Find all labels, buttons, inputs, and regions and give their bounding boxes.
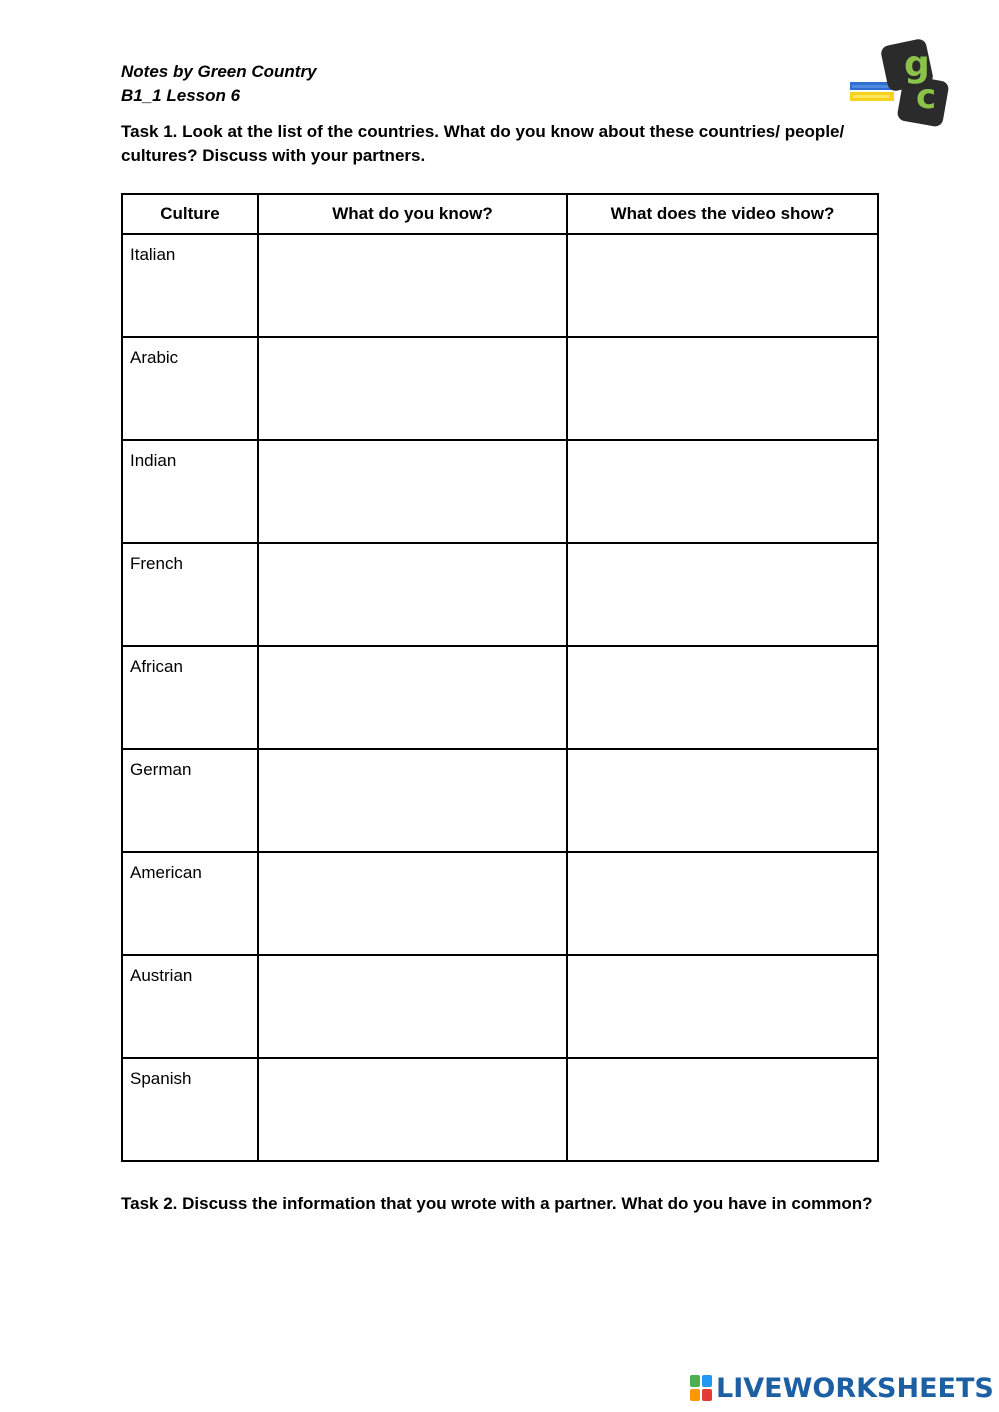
- video-answer-cell[interactable]: [567, 234, 878, 337]
- culture-cell: [122, 955, 258, 1058]
- ukraine-flag-icon: [850, 82, 894, 101]
- video-answer-cell[interactable]: [567, 337, 878, 440]
- video-answer-cell[interactable]: [567, 852, 878, 955]
- culture-cell: [122, 440, 258, 543]
- col-header-culture: Culture: [122, 194, 258, 234]
- green-country-logo: [848, 36, 952, 128]
- table-header-row: [122, 194, 878, 234]
- table-row: [122, 749, 878, 852]
- culture-label: German: [130, 760, 192, 779]
- know-answer-cell[interactable]: [258, 234, 567, 337]
- culture-label: African: [130, 657, 183, 676]
- liveworksheets-brand[interactable]: [690, 1372, 994, 1404]
- know-answer-cell[interactable]: [258, 749, 567, 852]
- table-row: [122, 1058, 878, 1161]
- know-answer-cell[interactable]: [258, 646, 567, 749]
- video-answer-cell[interactable]: [567, 749, 878, 852]
- table-row: [122, 955, 878, 1058]
- know-answer-cell[interactable]: [258, 1058, 567, 1161]
- culture-cell: [122, 337, 258, 440]
- video-answer-cell[interactable]: [567, 1058, 878, 1161]
- know-answer-cell[interactable]: [258, 955, 567, 1058]
- notes-by-line: Notes by Green Country: [121, 62, 317, 81]
- culture-label: Austrian: [130, 966, 193, 985]
- table-row: [122, 440, 878, 543]
- culture-label: French: [130, 554, 183, 573]
- culture-label: Spanish: [130, 1069, 192, 1088]
- know-answer-cell[interactable]: [258, 337, 567, 440]
- liveworksheets-wordmark: LIVEWORKSHEETS: [716, 1372, 994, 1404]
- culture-label: Arabic: [130, 348, 179, 367]
- task2-instructions: Task 2. Discuss the information that you wrote with a partner. What do you have in common?: [121, 1194, 873, 1213]
- video-answer-cell[interactable]: [567, 955, 878, 1058]
- lesson-line: B1_1 Lesson 6: [121, 86, 241, 105]
- table-row: [122, 646, 878, 749]
- know-answer-cell[interactable]: [258, 852, 567, 955]
- video-answer-cell[interactable]: [567, 440, 878, 543]
- culture-cell: [122, 852, 258, 955]
- culture-label: American: [130, 863, 202, 882]
- logo-c-letter: c: [916, 77, 937, 117]
- know-answer-cell[interactable]: [258, 543, 567, 646]
- culture-cell: [122, 646, 258, 749]
- col-header-know: What do you know?: [258, 194, 567, 234]
- know-answer-cell[interactable]: [258, 440, 567, 543]
- table-row: [122, 543, 878, 646]
- table-row: [122, 337, 878, 440]
- video-answer-cell[interactable]: [567, 543, 878, 646]
- culture-cell: [122, 749, 258, 852]
- culture-cell: [122, 234, 258, 337]
- culture-label: Indian: [130, 451, 177, 470]
- culture-cell: [122, 1058, 258, 1161]
- culture-cell: [122, 543, 258, 646]
- culture-label: Italian: [130, 245, 176, 264]
- liveworksheets-logo-icon: [690, 1375, 712, 1401]
- table-row: [122, 852, 878, 955]
- video-answer-cell[interactable]: [567, 646, 878, 749]
- col-header-video: What does the video show?: [567, 194, 878, 234]
- logo-g-letter: g: [904, 44, 930, 85]
- document-header: [121, 60, 317, 108]
- table-row: [122, 234, 878, 337]
- task1-instructions: Task 1. Look at the list of the countries. What do you know about these countries/ people/ cultures? Discuss with your partners.: [121, 122, 845, 165]
- culture-table: [121, 193, 879, 1162]
